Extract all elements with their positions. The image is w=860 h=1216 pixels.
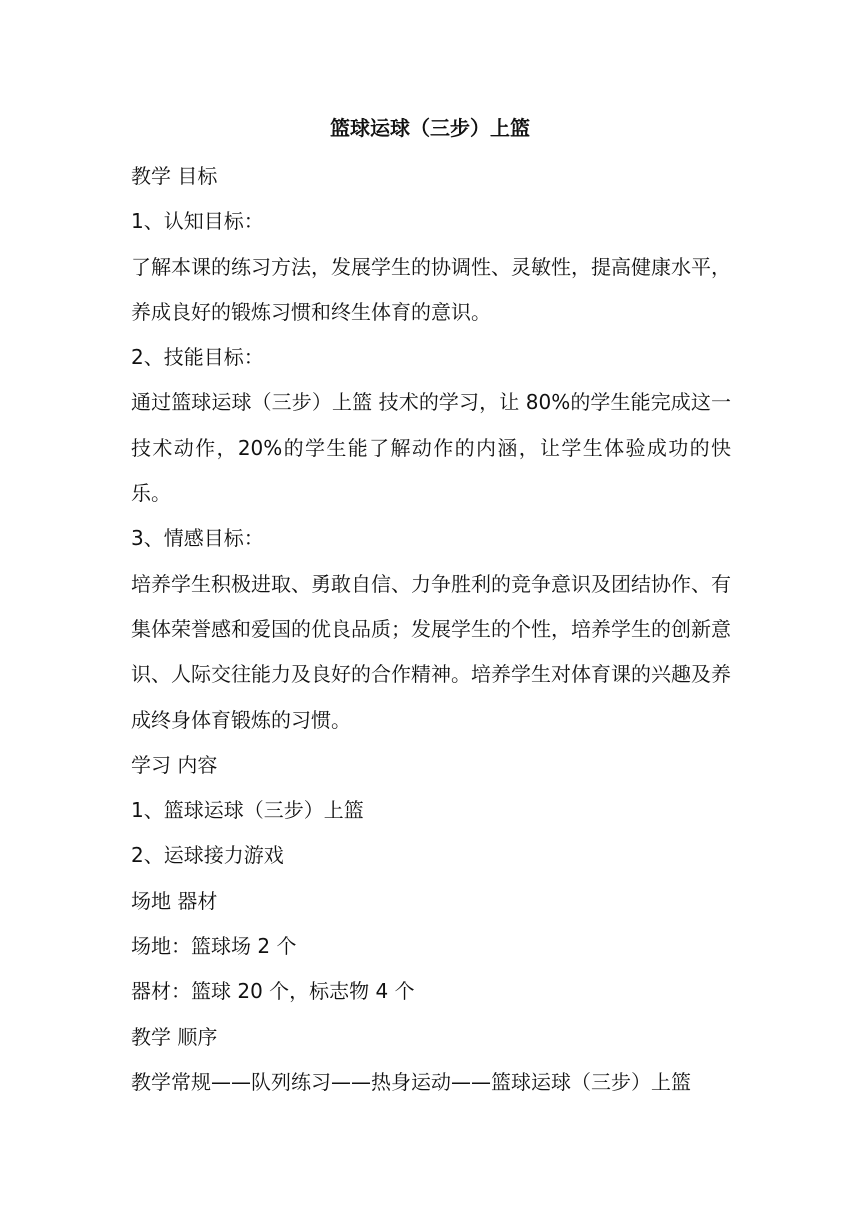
skill-goal-text: 通过篮球运球（三步）上篮 技术的学习，让 80%的学生能完成这一技术动作，20%的学生能了解动作的内涵，让学生体验成功的快乐。	[131, 390, 731, 506]
document-title: 篮球运球（三步）上篮	[330, 116, 530, 140]
learning-content-item-2: 2、运球接力游戏	[131, 843, 284, 868]
teaching-order-heading: 教学 顺序	[131, 1024, 218, 1049]
emotional-goal-label: 3、情感目标：	[131, 526, 264, 551]
teaching-order-text: 教学常规——队列练习——热身运动——篮球运球（三步）上篮	[131, 1069, 691, 1094]
learning-content-item-1: 1、篮球运球（三步）上篮	[131, 798, 364, 823]
venue-text: 场地：篮球场 2 个	[131, 934, 297, 959]
learning-content-heading: 学习 内容	[131, 752, 218, 777]
emotional-goal-text: 培养学生积极进取、勇敢自信、力争胜利的竞争意识及团结协作、有集体荣誉感和爱国的优良品质；发展学生的个性，培养学生的创新意识、人际交往能力及良好的合作精神。培养学生对体育课的兴趣及养成终身体育锻炼的习惯。	[131, 571, 731, 732]
skill-goal-label: 2、技能目标：	[131, 345, 264, 370]
document-body	[131, 154, 731, 1105]
goals-heading: 教学 目标	[131, 164, 218, 188]
equipment-text: 器材：篮球 20 个，标志物 4 个	[131, 979, 415, 1004]
venue-equipment-heading: 场地 器材	[131, 888, 218, 913]
cognitive-goal-label: 1、认知目标：	[131, 209, 264, 234]
cognitive-goal-text: 了解本课的练习方法，发展学生的协调性、灵敏性，提高健康水平，养成良好的锻炼习惯和终生体育的意识。	[131, 254, 731, 324]
